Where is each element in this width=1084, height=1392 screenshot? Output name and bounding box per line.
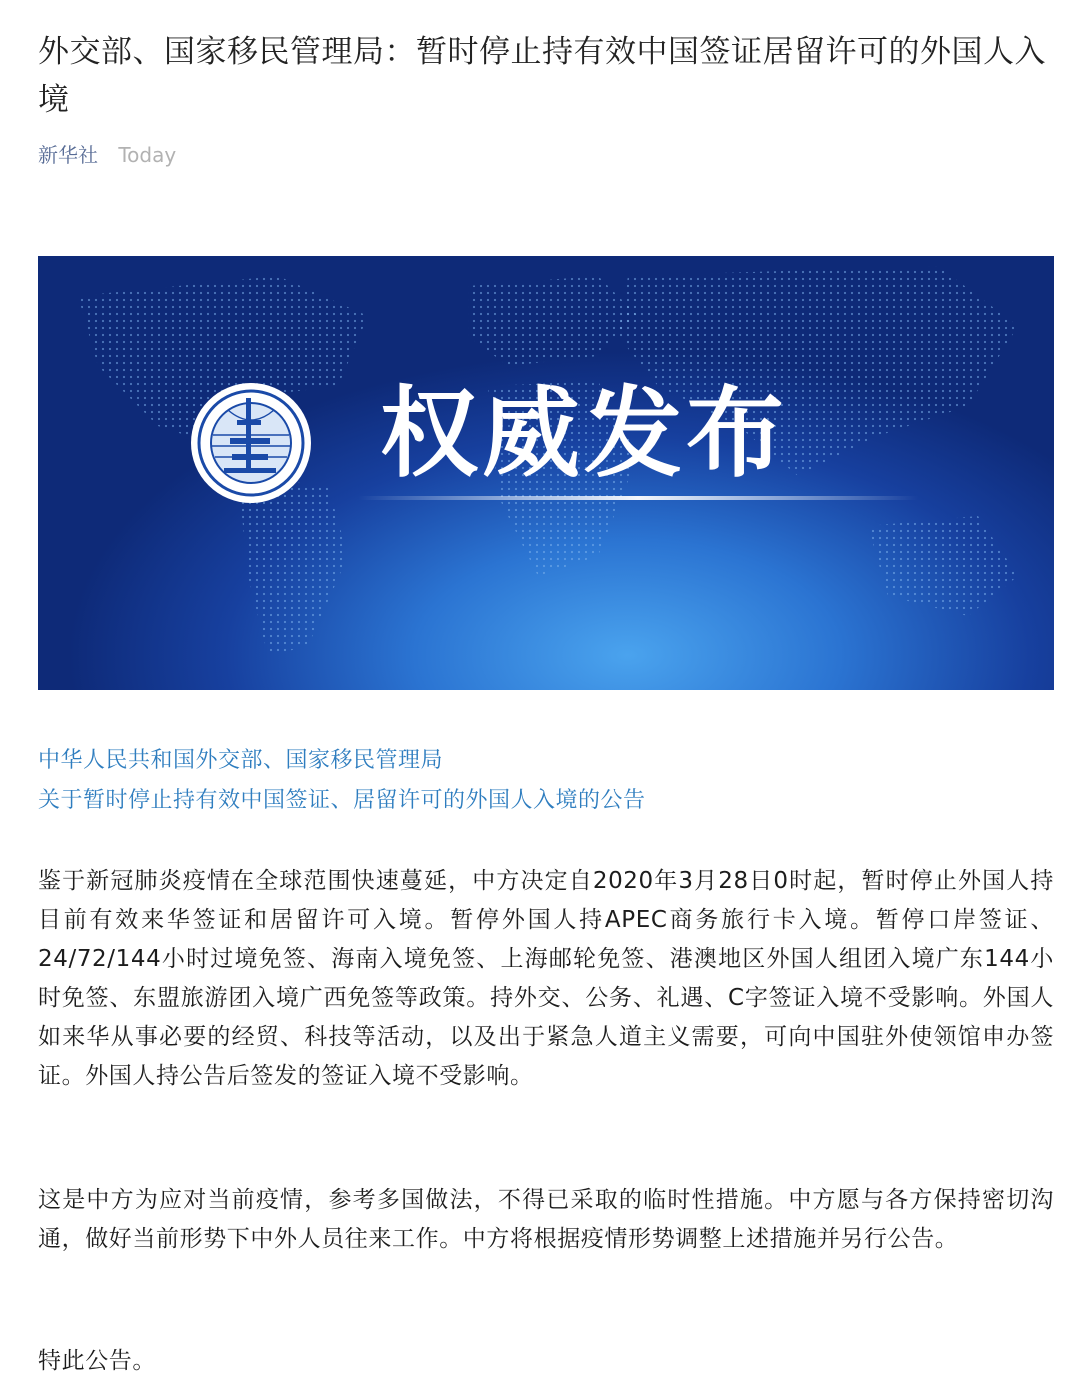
body-paragraph-3: 特此公告。 [38,1348,156,1374]
announcement-heading-line2: 关于暂时停止持有效中国签证、居留许可的外国人入境的公告 [38,788,646,813]
source-link[interactable]: 新华社 [38,143,98,167]
body-paragraph-2: 这是中方为应对当前疫情，参考多国做法，不得已采取的临时性措施。中方愿与各方保持密切沟通，做好当前形势下中外人员往来工作。中方将根据疫情形势调整上述措施并另行公告。 [38,1187,1054,1252]
body-paragraph-1: 鉴于新冠肺炎疫情在全球范围快速蔓延，中方决定自2020年3月28日0时起，暂时停止外国人持目前有效来华签证和居留许可入境。暂停外国人持APEC商务旅行卡入境。暂停口岸签证、24/72/144小时过境免签、海南入境免签、上海邮轮免签、港澳地区外国人组团入境广东144小时免签、东盟旅游团入境广西免签等政策。持外交、公务、礼遇、C字签证入境不受影响。外国人如来华从事必要的经贸、科技等活动，以及出于紧急人道主义需要，可向中国驻外使领馆申办签证。外国人持公告后签发的签证入境不受影响。 [38,868,1054,1089]
headline-underline [358,496,918,500]
announcement-heading [38,741,1048,821]
xinhua-emblem-icon [188,380,314,506]
publish-date: Today [118,143,177,167]
article-meta [38,140,176,170]
announcement-heading-line1: 中华人民共和国外交部、国家移民管理局 [38,748,444,773]
banner-headline: 权威发布 [380,377,789,491]
banner-image [38,256,1054,690]
article-title: 外交部、国家移民管理局：暂时停止持有效中国签证居留许可的外国人入境 [38,34,1046,118]
